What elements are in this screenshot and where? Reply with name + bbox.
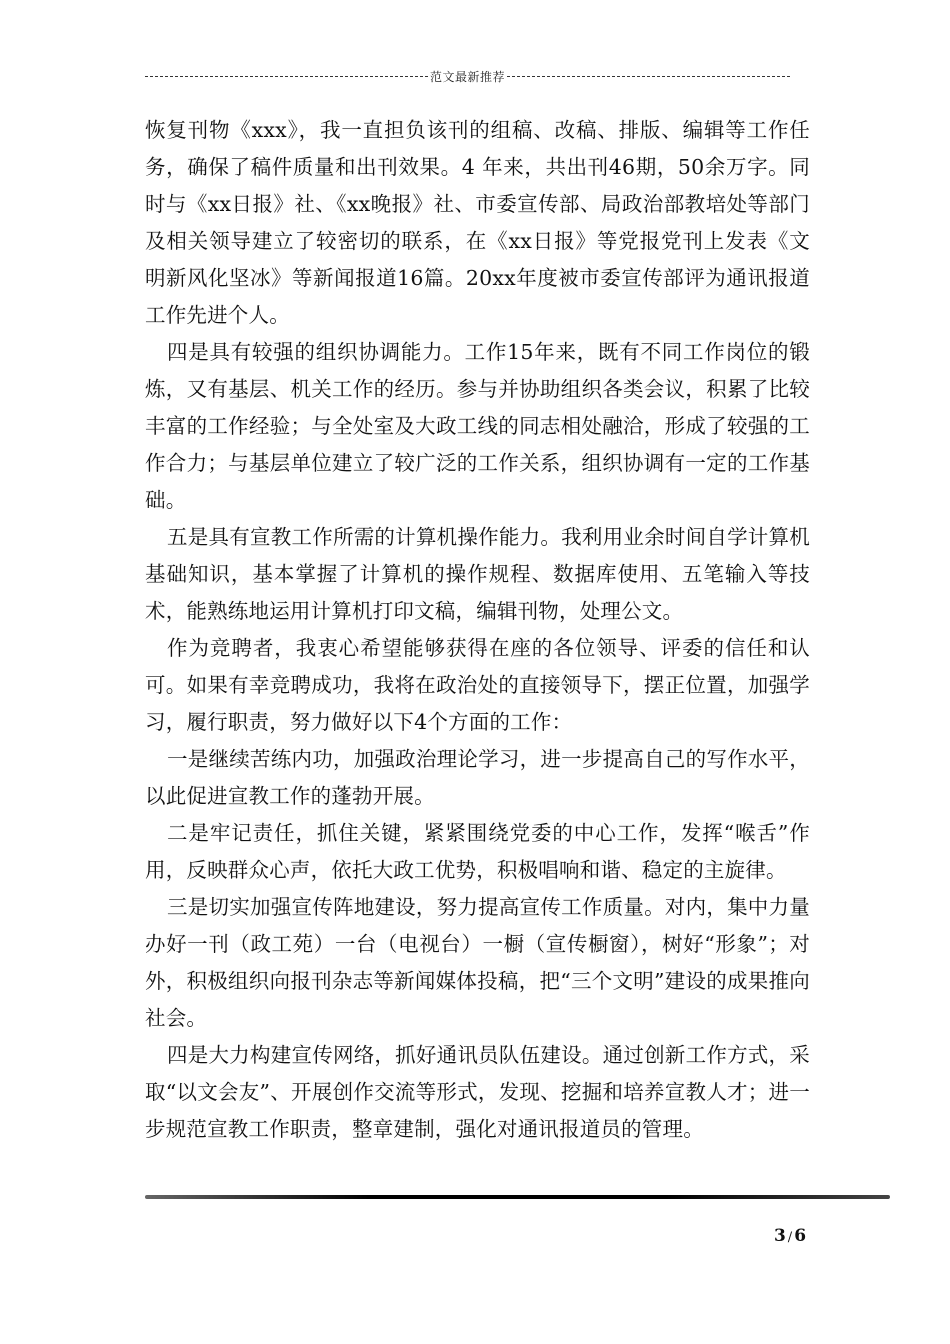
page-current: 3 [773, 1226, 786, 1246]
paragraph-point-four-coordination: 四是具有较强的组织协调能力。工作15年来，既有不同工作岗位的锻炼，又有基层、机关工作的经历。参与并协助组织各类会议，积累了比较丰富的工作经验；与全处室及大政工线的同志相处融洽，形成了较强的工作合力；与基层单位建立了较广泛的工作关系，组织协调有一定的工作基础。 [145, 340, 810, 512]
paragraph-candidate-statement: 作为竞聘者，我衷心希望能够获得在座的各位领导、评委的信任和认可。如果有幸竞聘成功，我将在政治处的直接领导下，摆正位置，加强学习，履行职责，努力做好以下4个方面的工作： [145, 636, 810, 734]
paragraph-continuation: 恢复刊物《xxx》，我一直担负该刊的组稿、改稿、排版、编辑等工作任务，确保了稿件质量和出刊效果。4 年来，共出刊46期，50余万字。同时与《xx日报》社、《xx晚报》社、市委宣传部、局政治部教培处等部门及相关领导建立了较密切的联系，在《xx日报》等党报党刊上发表《文明新风化坚冰》等新闻报道16篇。20xx年度被市委宣传部评为通讯报道工作先进个人。 [145, 118, 810, 327]
header-dashed-rule-left [145, 76, 428, 77]
header-title: 范文最新推荐 [430, 69, 506, 84]
paragraph-plan-one: 一是继续苦练内功，加强政治理论学习，进一步提高自己的写作水平，以此促进宣教工作的蓬勃开展。 [145, 747, 810, 808]
paragraph-plan-three: 三是切实加强宣传阵地建设，努力提高宣传工作质量。对内，集中力量办好一刊（政工苑）一台（电视台）一橱（宣传橱窗），树好“形象”；对外，积极组织向报刊杂志等新闻媒体投稿，把“三个文明”建设的成果推向社会。 [145, 895, 810, 1030]
footer-rule [145, 1195, 890, 1199]
paragraph-plan-two: 二是牢记责任，抓住关键，紧紧围绕党委的中心工作，发挥“喉舌”作用，反映群众心声，依托大政工优势，积极唱响和谐、稳定的主旋律。 [145, 821, 810, 882]
page-total: 6 [794, 1226, 807, 1246]
page-header [145, 66, 790, 86]
document-body [145, 112, 810, 1148]
header-dashed-rule-right [507, 76, 790, 77]
page-number [760, 1226, 820, 1246]
paragraph-plan-four: 四是大力构建宣传网络，抓好通讯员队伍建设。通过创新工作方式，采取“以文会友”、开展创作交流等形式，发现、挖掘和培养宣教人才；进一步规范宣教工作职责，整章建制，强化对通讯报道员的管理。 [145, 1043, 810, 1141]
paragraph-point-five-computer: 五是具有宣教工作所需的计算机操作能力。我利用业余时间自学计算机基础知识，基本掌握了计算机的操作规程、数据库使用、五笔输入等技术，能熟练地运用计算机打印文稿，编辑刊物，处理公文。 [145, 525, 810, 623]
page-separator: / [787, 1230, 793, 1245]
